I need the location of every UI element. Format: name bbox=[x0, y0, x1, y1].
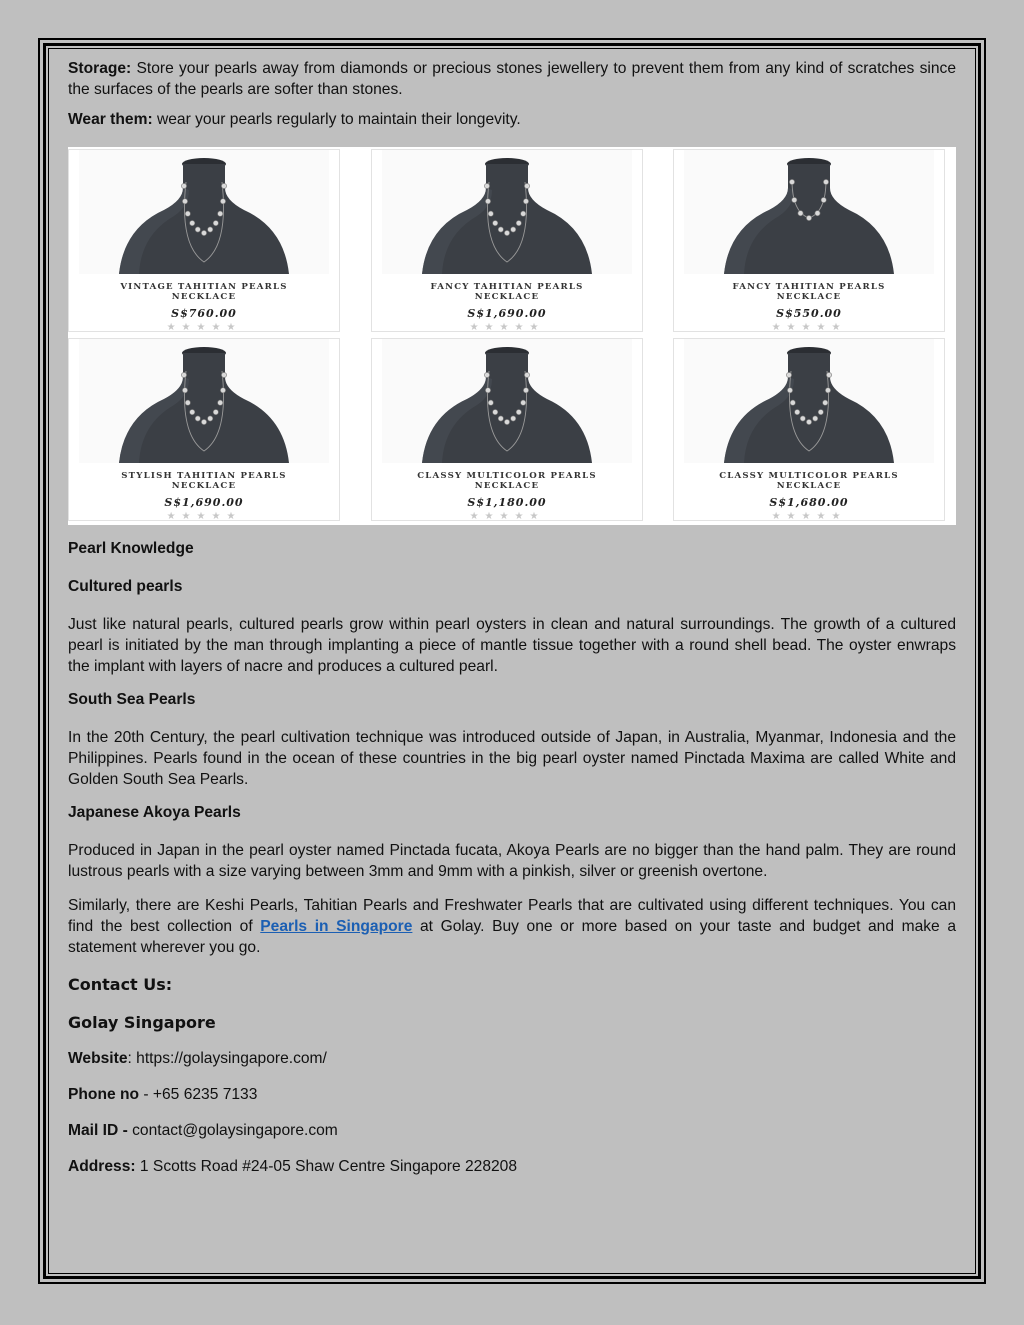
product-title-line1: FANCY TAHITIAN PEARLS bbox=[732, 282, 886, 292]
product-photo[interactable] bbox=[79, 150, 329, 274]
necklace-bust-image bbox=[684, 339, 934, 463]
address-value: 1 Scotts Road #24-05 Shaw Centre Singapore 228208 bbox=[135, 1158, 518, 1175]
rating-stars-icon: ★★★★★ bbox=[166, 322, 242, 333]
similarly-text-before: Similarly, there are Keshi Pearls, Tahitian Pearls and Freshwater Pearls that are cultivated using different techniques. You can find the best collection of bbox=[68, 897, 956, 935]
product-price: S$1,690.00 bbox=[164, 496, 244, 509]
product-price: S$1,690.00 bbox=[467, 307, 547, 320]
pearls-in-singapore-link[interactable]: Pearls in Singapore bbox=[260, 918, 413, 935]
rating-stars-icon: ★★★★★ bbox=[771, 511, 847, 522]
similarly-paragraph bbox=[68, 895, 956, 958]
product-photo[interactable] bbox=[382, 150, 632, 274]
document-content bbox=[68, 58, 956, 1177]
product-title-line1: CLASSY MULTICOLOR PEARLS bbox=[417, 471, 597, 481]
similarly-text-after: at Golay. Buy one or more based on your taste and budget and make a statement wherever you go. bbox=[68, 918, 956, 956]
rating-stars-icon: ★★★★★ bbox=[166, 511, 242, 522]
necklace-bust-image bbox=[382, 150, 632, 274]
rating-stars-icon: ★★★★★ bbox=[771, 322, 847, 333]
phone-value: - +65 6235 7133 bbox=[139, 1086, 258, 1103]
product-card[interactable] bbox=[673, 149, 945, 332]
south-sea-text: In the 20th Century, the pearl cultivation technique was introduced outside of Japan, in Australia, Myanmar, Indonesia and the Philippines. Pearls found in the ocean of these countries in the big pearl oyster named Pinctada Maxima are called White and Golden South Sea Pearls. bbox=[68, 729, 956, 788]
product-title-line2: NECKLACE bbox=[171, 481, 237, 491]
product-title-line1: STYLISH TAHITIAN PEARLS bbox=[121, 471, 287, 481]
akoya-text: Produced in Japan in the pearl oyster named Pinctada fucata, Akoya Pearls are no bigger than the hand palm. They are round lustrous pearls with a size varying between 3mm and 9mm with a pinkish, silver or greenish overtone. bbox=[68, 842, 956, 880]
product-card[interactable] bbox=[68, 149, 340, 332]
storage-label: Storage: bbox=[68, 60, 132, 77]
storage-text: Store your pearls away from diamonds or precious stones jewellery to prevent them from any kind of scratches since the surfaces of the pearls are softer than stones. bbox=[68, 60, 956, 98]
company-name: Golay Singapore bbox=[68, 1013, 216, 1032]
product-title[interactable] bbox=[674, 471, 944, 491]
cultured-text: Just like natural pearls, cultured pearls grow within pearl oysters in clean and natural surroundings. The growth of a cultured pearl is initiated by the man through implanting a piece of mantle tissue together with a round shell bead. The oyster enwraps the implant with layers of nacre and produces a cultured pearl. bbox=[68, 616, 956, 675]
product-photo[interactable] bbox=[684, 339, 934, 463]
product-title-line2: NECKLACE bbox=[474, 481, 540, 491]
product-title[interactable] bbox=[372, 471, 642, 491]
product-title-line2: NECKLACE bbox=[776, 292, 842, 302]
product-price: S$550.00 bbox=[776, 307, 842, 320]
wear-label: Wear them: bbox=[68, 111, 153, 128]
product-price: S$1,180.00 bbox=[467, 496, 547, 509]
wear-text: wear your pearls regularly to maintain their longevity. bbox=[152, 111, 521, 128]
product-title-line1: VINTAGE TAHITIAN PEARLS bbox=[120, 282, 288, 292]
product-title[interactable] bbox=[69, 471, 339, 491]
website-line bbox=[68, 1048, 956, 1069]
website-label: Website bbox=[68, 1050, 128, 1067]
product-title-line1: FANCY TAHITIAN PEARLS bbox=[430, 282, 584, 292]
product-card[interactable] bbox=[673, 338, 945, 521]
product-photo[interactable] bbox=[684, 150, 934, 274]
product-title-line2: NECKLACE bbox=[776, 481, 842, 491]
rating-stars-icon: ★★★★★ bbox=[469, 511, 545, 522]
product-card[interactable] bbox=[371, 338, 643, 521]
product-title-line1: CLASSY MULTICOLOR PEARLS bbox=[719, 471, 899, 481]
necklace-bust-image bbox=[79, 339, 329, 463]
product-title-line2: NECKLACE bbox=[474, 292, 540, 302]
necklace-bust-image bbox=[382, 339, 632, 463]
akoya-heading: Japanese Akoya Pearls bbox=[68, 804, 241, 821]
product-title[interactable] bbox=[372, 282, 642, 302]
mail-value[interactable]: contact@golaysingapore.com bbox=[127, 1122, 338, 1139]
product-price: S$1,680.00 bbox=[769, 496, 849, 509]
product-grid bbox=[68, 147, 956, 525]
phone-label: Phone no bbox=[68, 1086, 140, 1103]
pearl-knowledge-heading: Pearl Knowledge bbox=[68, 540, 194, 557]
mail-label: Mail ID - bbox=[68, 1122, 128, 1139]
storage-paragraph bbox=[68, 58, 956, 100]
product-photo[interactable] bbox=[79, 339, 329, 463]
necklace-bust-image bbox=[684, 150, 934, 274]
rating-stars-icon: ★★★★★ bbox=[469, 322, 545, 333]
contact-heading: Contact Us: bbox=[68, 975, 173, 994]
necklace-bust-image bbox=[79, 150, 329, 274]
wear-paragraph bbox=[68, 109, 956, 130]
product-price: S$760.00 bbox=[171, 307, 237, 320]
cultured-heading: Cultured pearls bbox=[68, 578, 183, 595]
website-value[interactable]: : https://golaysingapore.com/ bbox=[127, 1050, 327, 1067]
product-title-line2: NECKLACE bbox=[171, 292, 237, 302]
phone-line bbox=[68, 1084, 956, 1105]
product-title[interactable] bbox=[69, 282, 339, 302]
product-title[interactable] bbox=[674, 282, 944, 302]
address-line bbox=[68, 1156, 956, 1177]
address-label: Address: bbox=[68, 1158, 136, 1175]
product-photo[interactable] bbox=[382, 339, 632, 463]
mail-line bbox=[68, 1120, 956, 1141]
south-sea-heading: South Sea Pearls bbox=[68, 691, 196, 708]
product-card[interactable] bbox=[371, 149, 643, 332]
product-card[interactable] bbox=[68, 338, 340, 521]
